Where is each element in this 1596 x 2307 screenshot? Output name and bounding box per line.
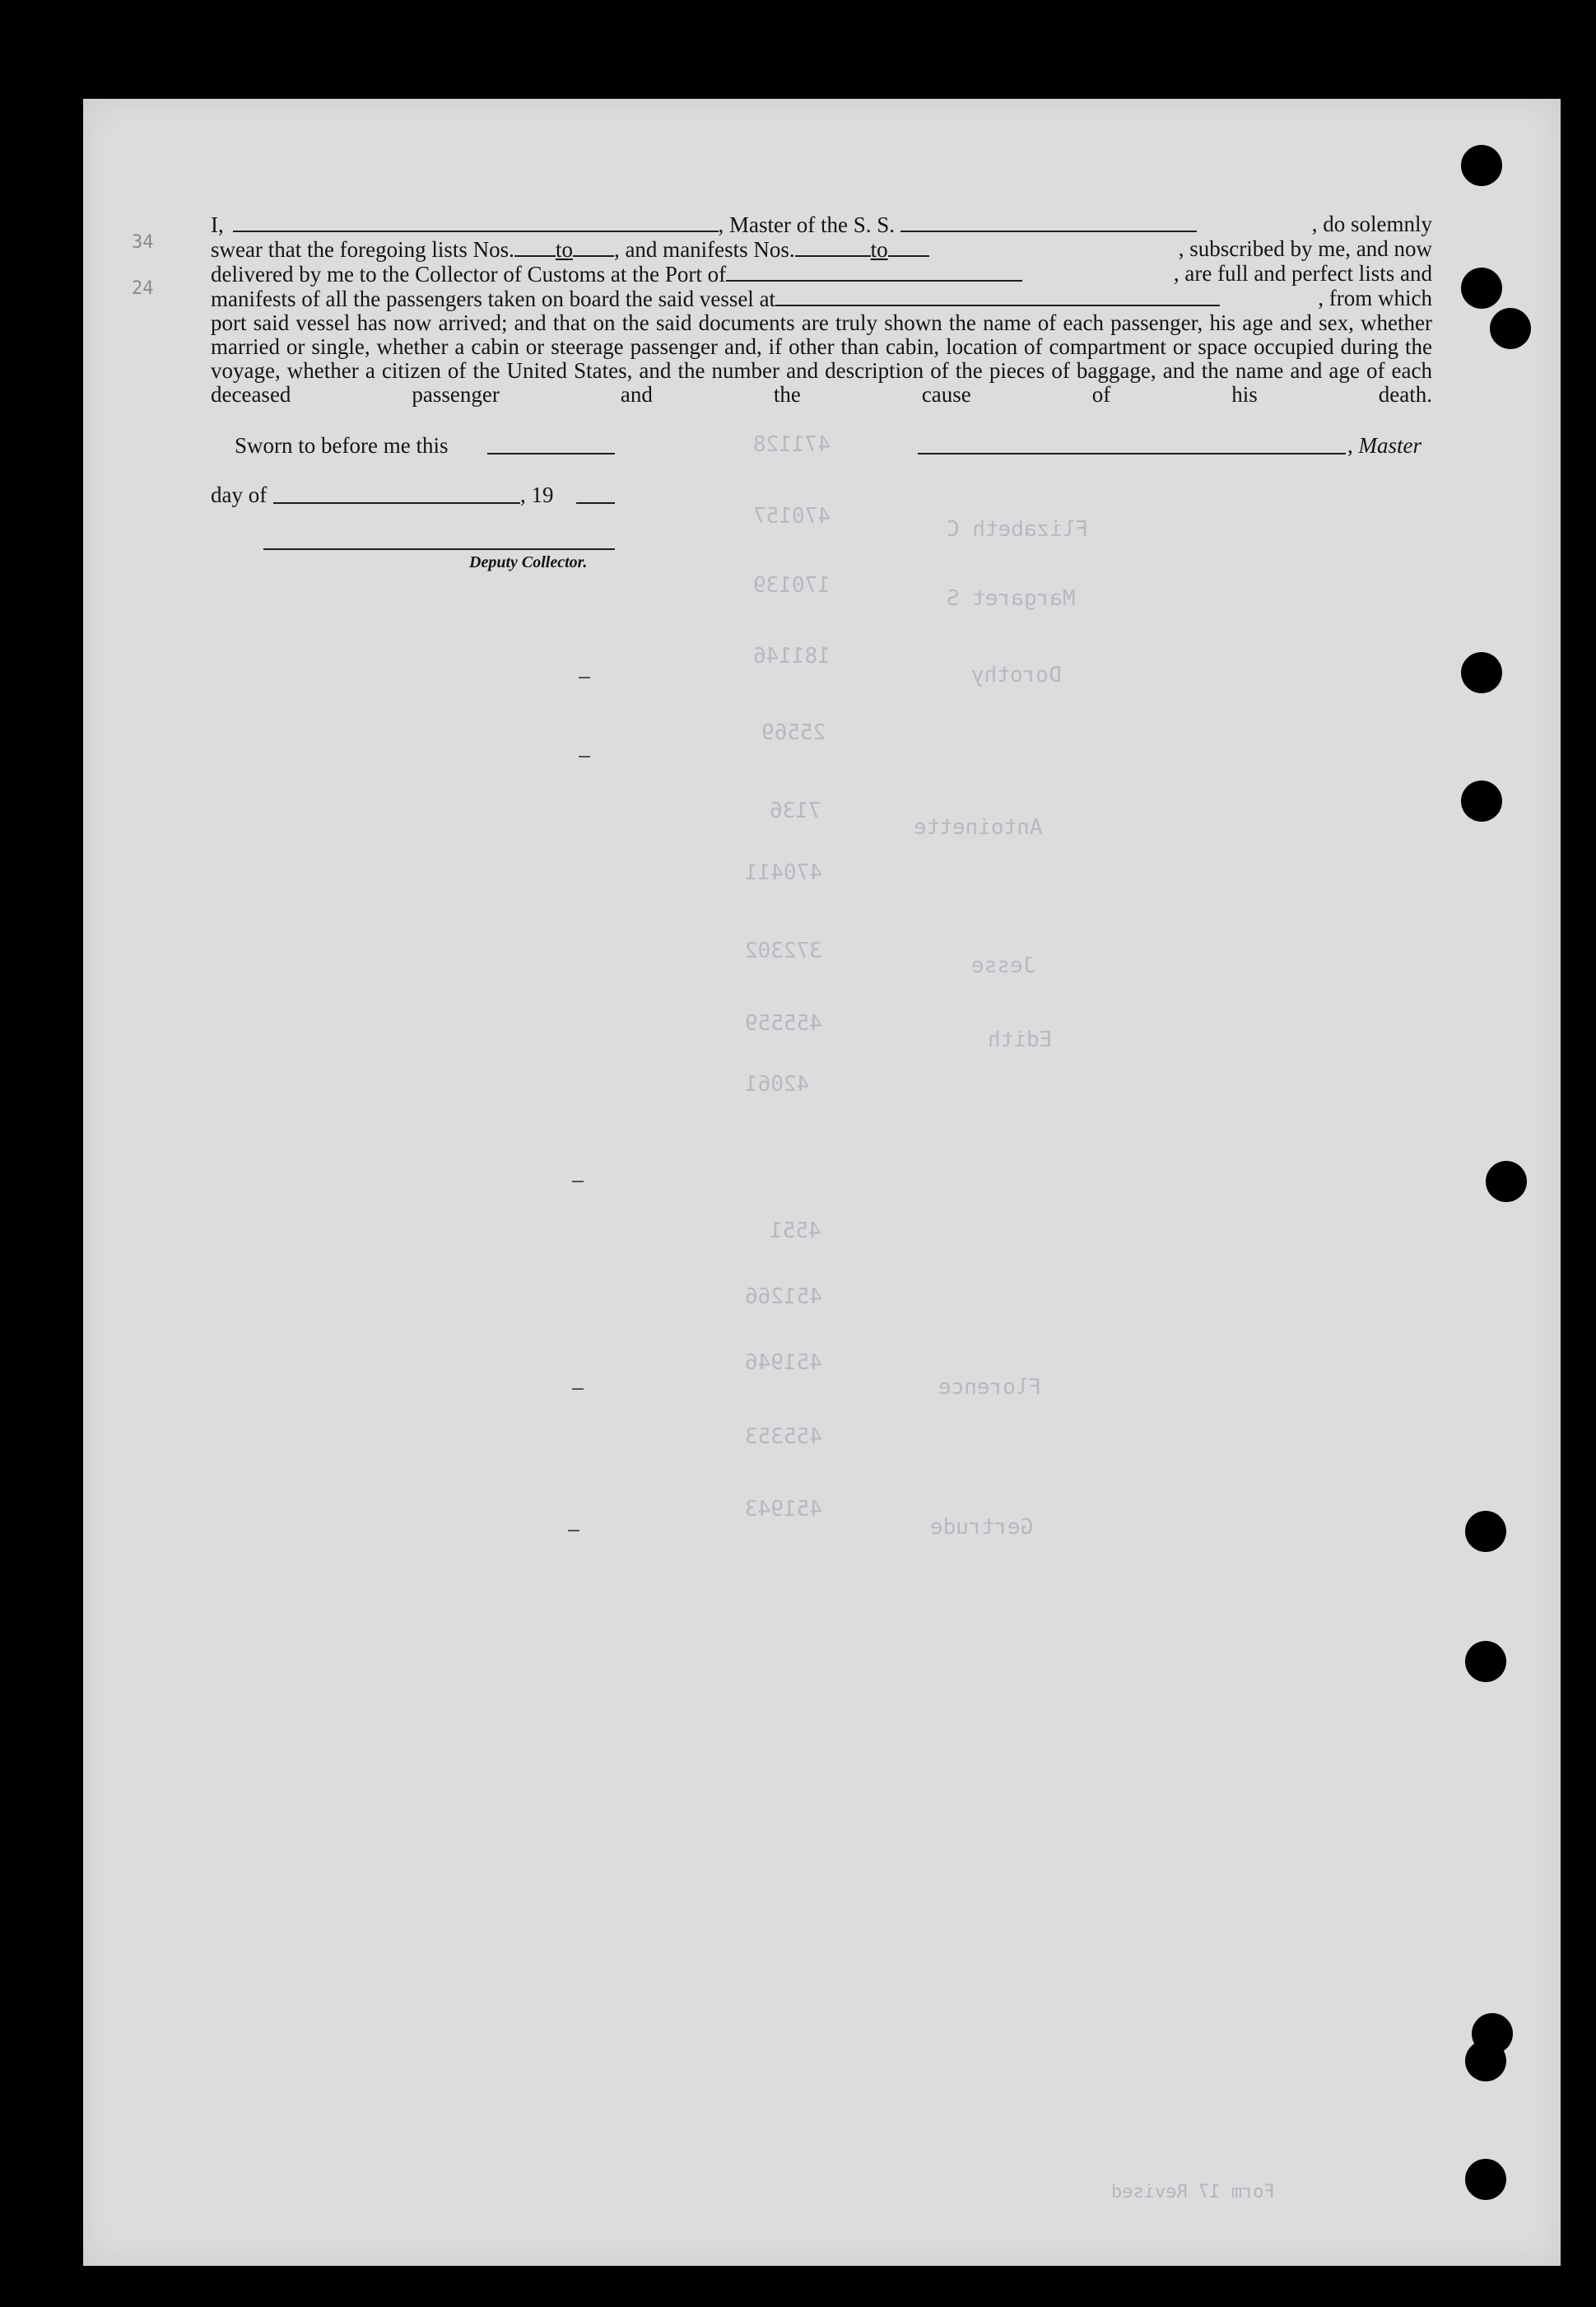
bleed-through-number: 470411 — [745, 860, 822, 885]
sworn-date-line — [487, 453, 615, 454]
stray-mark — [568, 1530, 579, 1531]
stray-mark — [572, 1181, 584, 1182]
punch-hole — [1461, 652, 1502, 693]
stray-mark — [579, 677, 590, 678]
bleed-through-word: Dorothy — [971, 663, 1062, 687]
punch-hole — [1486, 1161, 1527, 1202]
master-label: , Master — [1347, 433, 1422, 458]
bleed-through-number: 451943 — [745, 1497, 822, 1522]
punch-hole — [1490, 308, 1531, 349]
punch-hole — [1465, 2159, 1506, 2200]
bleed-through-word: Florence — [938, 1375, 1042, 1400]
punch-hole — [1465, 1511, 1506, 1552]
master-signature-line — [918, 453, 1346, 454]
punch-hole — [1461, 145, 1502, 186]
bleed-through-number: 451266 — [745, 1284, 822, 1309]
bleed-through-number: 4551 — [770, 1219, 821, 1243]
day-of-label: day of — [211, 482, 268, 507]
oath-line-2: swear that the foregoing lists Nos. to , and manifests Nos. to , subscribed by me, and now — [211, 236, 1432, 262]
bleed-through-word: Edith — [988, 1028, 1053, 1052]
punch-hole — [1461, 268, 1502, 309]
bleed-through-number: 455559 — [745, 1011, 822, 1036]
margin-mark: 24 — [132, 278, 154, 299]
bleed-through-number: 42061 — [745, 1072, 810, 1097]
bleed-through-word: Antoinette — [914, 815, 1043, 840]
master-name-blank — [233, 212, 719, 232]
deputy-signature-line — [263, 548, 615, 550]
bleed-through-number: 170139 — [753, 573, 831, 598]
year-label: , 19 — [520, 482, 554, 507]
document-page — [83, 99, 1561, 2266]
oath-body: port said vessel has now arrived; and that on the said documents are truly shown the name of each passenger, his age and sex, whether married or single, whether a cabin or steerage passenger and, if other than cabin, location of compartment or space occupied during the voyage, whether a citizen of the United States, and the number and description of the pieces of baggage, and the name and age of each deceased passenger and the cause of his death. — [211, 310, 1432, 407]
bleed-through-word: Flizabeth C — [947, 517, 1089, 542]
bleed-through-number: 451946 — [745, 1350, 822, 1375]
bleed-through-word: Gertrude — [930, 1515, 1034, 1540]
bleed-through-number: 7136 — [770, 799, 821, 823]
sworn-label: Sworn to before me this — [235, 433, 449, 458]
oath-paragraph — [211, 212, 1432, 407]
bleed-through-word: Jesse — [971, 953, 1036, 978]
stray-mark — [579, 756, 590, 757]
bleed-through-number: 470157 — [753, 504, 831, 529]
oath-line-1: I, , Master of the S. S. , do solemnly — [211, 212, 1432, 237]
margin-mark: 34 — [132, 232, 154, 253]
bleed-through-number: 455353 — [745, 1424, 822, 1449]
oath-line-3: delivered by me to the Collector of Customs at the Port of , are full and perfect lists and — [211, 261, 1432, 287]
bleed-through-number: 372302 — [745, 939, 822, 963]
day-of-line — [273, 502, 520, 504]
bleed-through-word: Margaret S — [947, 586, 1076, 611]
year-line — [576, 502, 615, 504]
punch-hole — [1465, 2040, 1506, 2081]
bleed-through-form-note: Form 17 Revised — [1111, 2182, 1275, 2202]
port-blank — [726, 262, 1022, 282]
stray-mark — [572, 1388, 584, 1390]
punch-hole — [1465, 1641, 1506, 1682]
deputy-collector-label: Deputy Collector. — [469, 553, 588, 571]
vessel-at-blank — [775, 287, 1220, 306]
bleed-through-number: 181146 — [753, 644, 831, 669]
oath-line-4: manifests of all the passengers taken on board the said vessel at , from which — [211, 286, 1432, 311]
punch-hole — [1461, 781, 1502, 822]
bleed-through-number: 25569 — [761, 720, 826, 745]
ship-name-blank — [900, 212, 1197, 232]
bleed-through-number: 471128 — [753, 432, 831, 457]
